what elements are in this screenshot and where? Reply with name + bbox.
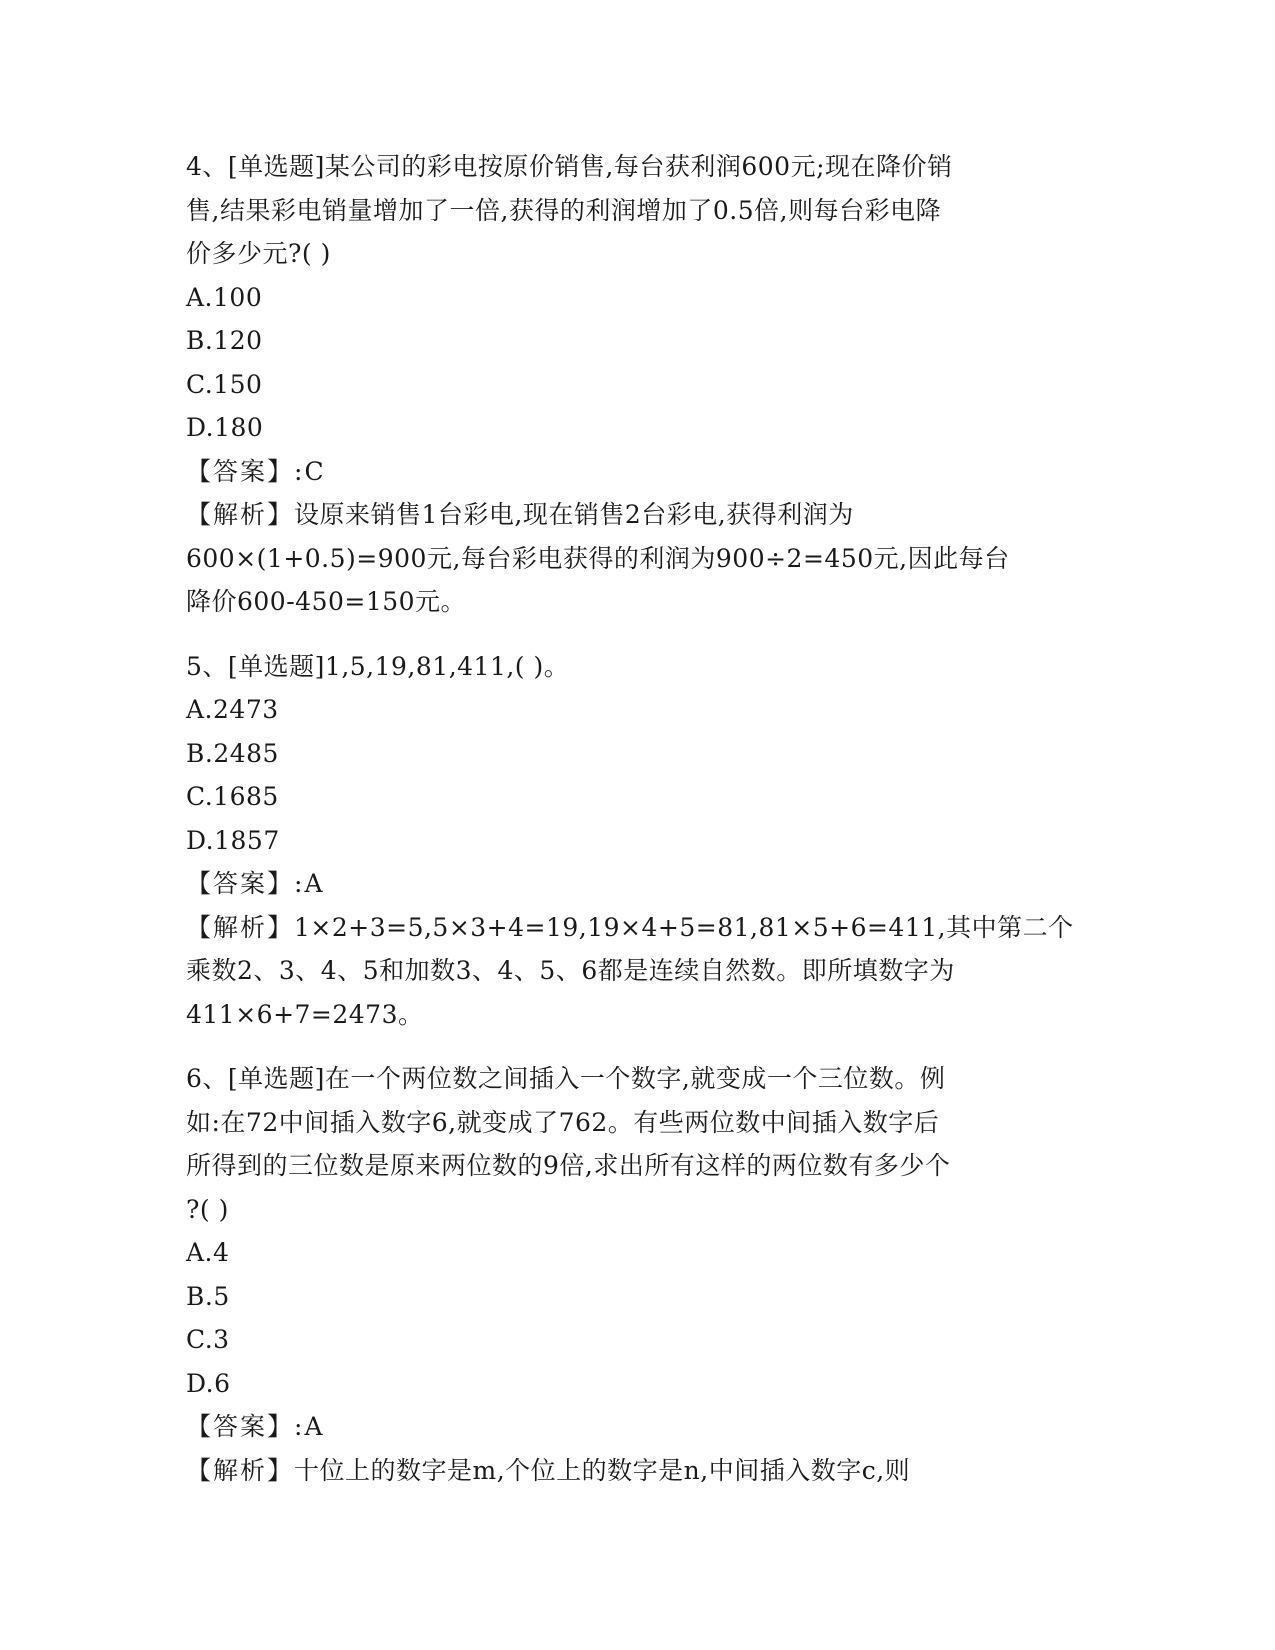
document-content — [186, 145, 1086, 1513]
analysis-text: 乘数2、3、4、5和加数3、4、5、6都是连续自然数。即所填数字为 — [186, 956, 955, 985]
option-d: D.180 — [186, 413, 264, 442]
question-4 — [186, 145, 1086, 624]
option-c: C.3 — [186, 1325, 230, 1354]
question-stem-line: 价多少元?( ) — [186, 239, 331, 268]
analysis-text: 设原来销售1台彩电,现在销售2台彩电,获得利润为 — [294, 500, 854, 529]
answer-value: C — [304, 456, 325, 486]
option-d: D.1857 — [186, 825, 280, 855]
answer-line — [186, 862, 1086, 906]
option-b: B.120 — [186, 326, 263, 355]
answer-value: A — [304, 869, 323, 898]
option-b: B.2485 — [186, 738, 279, 768]
analysis-text: 降价600-450=150元。 — [186, 587, 467, 616]
analysis-label: 【解析】 — [186, 500, 295, 529]
option-d: D.6 — [186, 1368, 231, 1398]
analysis-label: 【解析】 — [186, 1455, 295, 1485]
option-a: A.100 — [186, 282, 263, 312]
option-c: C.1685 — [186, 782, 279, 811]
analysis-text: 1×2+3=5,5×3+4=19,19×4+5=81,81×5+6=411,其中第二个 — [294, 912, 1074, 942]
answer-label: 【答案】: — [186, 1412, 305, 1441]
analysis-label: 【解析】 — [186, 912, 295, 942]
analysis-line — [186, 1449, 1086, 1493]
analysis-text: 411×6+7=2473。 — [186, 999, 424, 1029]
question-stem-line: 4、[单选题]某公司的彩电按原价销售,每台获利润600元;现在降价销 — [186, 152, 953, 181]
analysis-line — [186, 906, 1086, 950]
question-6 — [186, 1057, 1086, 1492]
option-c: C.150 — [186, 369, 263, 399]
option-a: A.4 — [186, 1238, 230, 1267]
question-stem-line: 5、[单选题]1,5,19,81,411,( )。 — [186, 651, 570, 681]
question-stem-line: 所得到的三位数是原来两位数的9倍,求出所有这样的两位数有多少个 — [186, 1151, 951, 1180]
question-stem-line: 售,结果彩电销量增加了一倍,获得的利润增加了0.5倍,则每台彩电降 — [186, 195, 942, 225]
analysis-text: 600×(1+0.5)=900元,每台彩电获得的利润为900÷2=450元,因此每台 — [186, 543, 1010, 573]
question-stem-line: ?( ) — [186, 1194, 229, 1224]
option-b: B.5 — [186, 1281, 230, 1311]
question-stem-line: 6、[单选题]在一个两位数之间插入一个数字,就变成一个三位数。例 — [186, 1064, 946, 1093]
answer-line — [186, 450, 1086, 494]
answer-value: A — [304, 1412, 323, 1441]
question-5 — [186, 645, 1086, 1037]
question-stem-line: 如:在72中间插入数字6,就变成了762。有些两位数中间插入数字后 — [186, 1107, 940, 1137]
analysis-text: 十位上的数字是m,个位上的数字是n,中间插入数字c,则 — [294, 1455, 911, 1485]
answer-line — [186, 1405, 1086, 1449]
answer-label: 【答案】: — [186, 456, 305, 486]
analysis-line — [186, 493, 1086, 537]
answer-label: 【答案】: — [186, 869, 305, 898]
option-a: A.2473 — [186, 695, 279, 724]
